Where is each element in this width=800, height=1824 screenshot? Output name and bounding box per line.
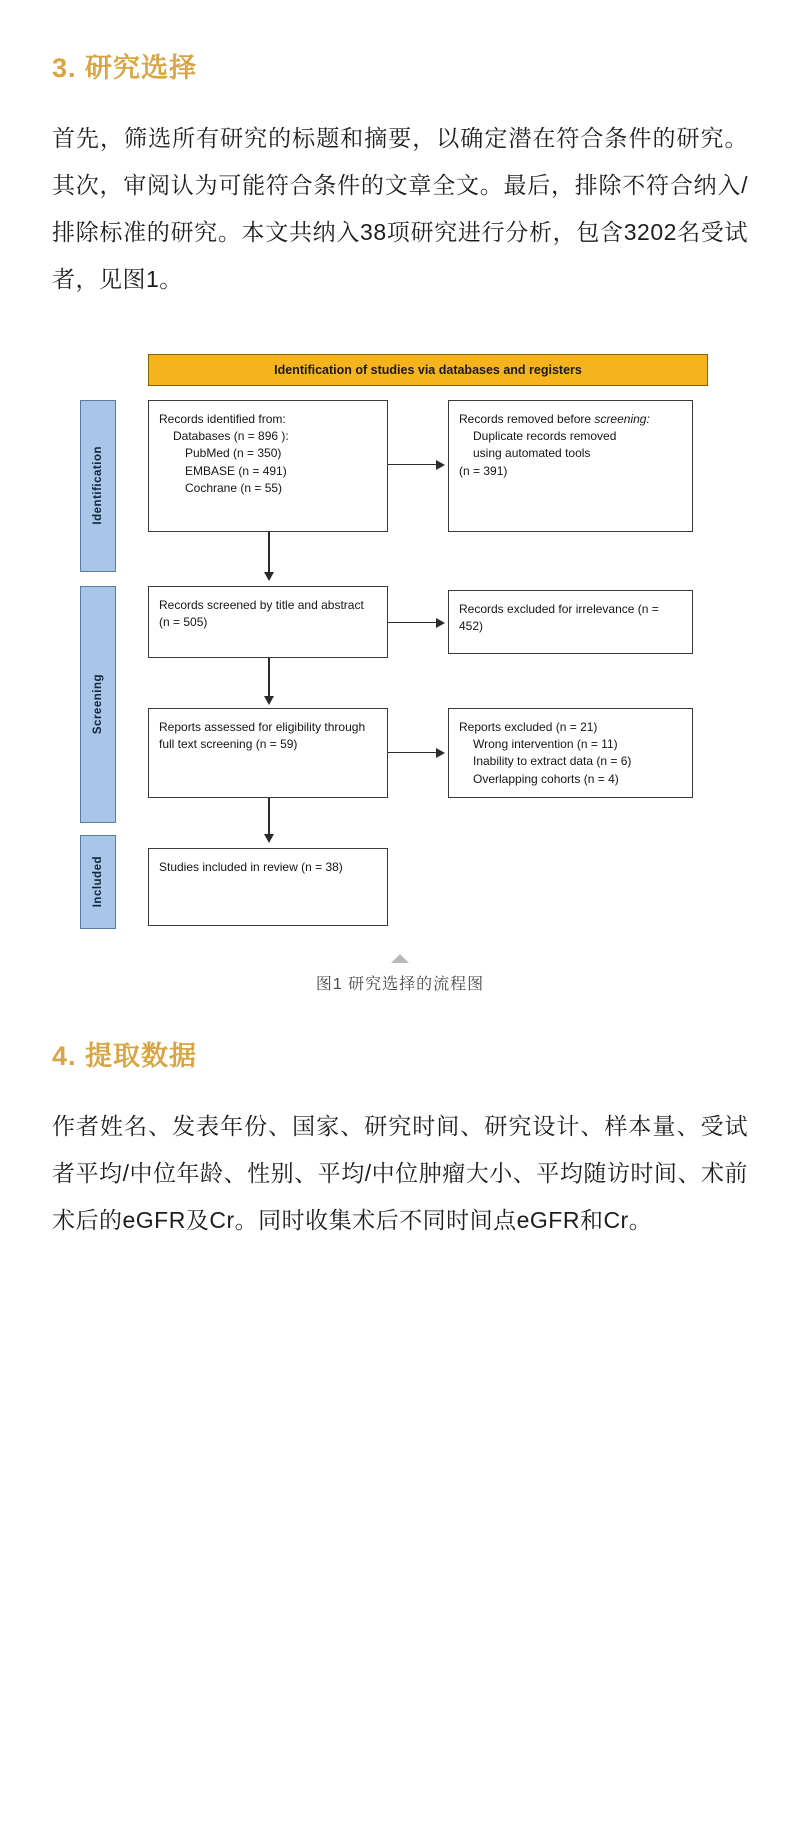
box-reports-excluded — [448, 708, 693, 798]
lane-screening-label: Screening — [92, 674, 104, 735]
box-records-screened — [148, 586, 388, 658]
section-heading-data-extraction: 4. 提取数据 — [52, 1040, 198, 1071]
reports-excluded-line-1: Reports excluded (n = 21) — [459, 719, 598, 734]
records-screened-line-1: Records screened by title — [159, 597, 295, 612]
flow-diagram — [80, 354, 720, 930]
records-identified-line-2: Databases (n = 896 ): — [173, 428, 289, 443]
arrow-identified-to-screened — [268, 532, 270, 574]
records-screened-line-2: and abstract (n = 505) — [159, 597, 364, 629]
arrow-head-identified-to-screened — [264, 572, 274, 581]
lane-identification-label: Identification — [92, 446, 104, 525]
studies-included-line-2: (n = 38) — [301, 859, 343, 874]
records-removed-line-2: Duplicate records removed — [473, 428, 617, 443]
flow-banner: Identification of studies via databases and registers — [148, 354, 708, 386]
records-identified-line-5: Cochrane (n = 55) — [185, 481, 283, 496]
arrow-assessed-to-excluded — [388, 752, 436, 754]
records-identified-line-1: Records identified from: — [159, 411, 286, 426]
arrow-head-identified-to-removed — [436, 460, 445, 470]
records-removed-line-4: (n = 391) — [459, 463, 508, 478]
figure-prisma-flowchart — [52, 354, 748, 994]
box-records-identified — [148, 400, 388, 532]
arrow-head-assessed-to-included — [264, 834, 274, 843]
arrow-head-screened-to-assessed — [264, 696, 274, 705]
figure-caption: 图1 研究选择的流程图 — [315, 975, 485, 993]
box-records-removed — [448, 400, 693, 532]
box-records-excluded-irrelevance — [448, 590, 693, 654]
arrow-head-assessed-to-excluded — [436, 748, 445, 758]
reports-excluded-line-3: Inability to extract data (n = 6) — [473, 754, 632, 769]
reports-assessed-line-3: (n = 59) — [255, 736, 298, 751]
records-removed-line-3: using automated tools — [473, 446, 591, 461]
records-identified-line-4: EMBASE (n = 491) — [185, 463, 287, 478]
records-identified-line-3: PubMed (n = 350) — [185, 446, 282, 461]
section-paragraph-data-extraction: 作者姓名、发表年份、国家、研究时间、研究设计、样本量、受试者平均/中位年龄、性别、平均/中位肿瘤大小、平均随访时间、术前术后的eGFR及Cr。同时收集术后不同时间点eGFR和Cr。 — [52, 1112, 748, 1233]
arrow-head-screened-to-excluded — [436, 618, 445, 628]
reports-excluded-line-4: Overlapping cohorts (n = 4) — [473, 771, 619, 786]
records-removed-line-1: Records removed before — [459, 411, 592, 426]
section-paragraph-study-selection: 首先，筛选所有研究的标题和摘要，以确定潜在符合条件的研究。其次，审阅认为可能符合条件的文章全文。最后，排除不符合纳入/排除标准的研究。本文共纳入38项研究进行分析，包含3202名受试者，见图1。 — [52, 125, 748, 293]
reports-assessed-line-1: Reports assessed for eligibility — [159, 719, 322, 734]
lane-included — [80, 835, 116, 929]
lane-included-label: Included — [92, 855, 104, 908]
excluded-irrelevance-line-2: irrelevance (n = 452) — [459, 601, 659, 633]
reports-assessed-line-2: through full text screening — [159, 719, 366, 751]
arrow-screened-to-excluded — [388, 622, 436, 624]
flow-grid — [80, 400, 720, 930]
arrow-screened-to-assessed — [268, 658, 270, 698]
box-reports-assessed — [148, 708, 388, 798]
arrow-identified-to-removed — [388, 464, 436, 466]
lane-identification — [80, 400, 116, 572]
lane-screening — [80, 586, 116, 823]
collapse-caret-icon[interactable] — [391, 954, 409, 963]
records-removed-line-1b: screening: — [594, 411, 650, 426]
excluded-irrelevance-line-1: Records excluded for — [459, 601, 573, 616]
arrow-assessed-to-included — [268, 798, 270, 836]
page-title: 3. 研究选择 — [52, 53, 198, 83]
studies-included-line-1: Studies included in review — [159, 859, 298, 874]
reports-excluded-line-2: Wrong intervention (n = 11) — [473, 736, 618, 751]
box-studies-included — [148, 848, 388, 926]
